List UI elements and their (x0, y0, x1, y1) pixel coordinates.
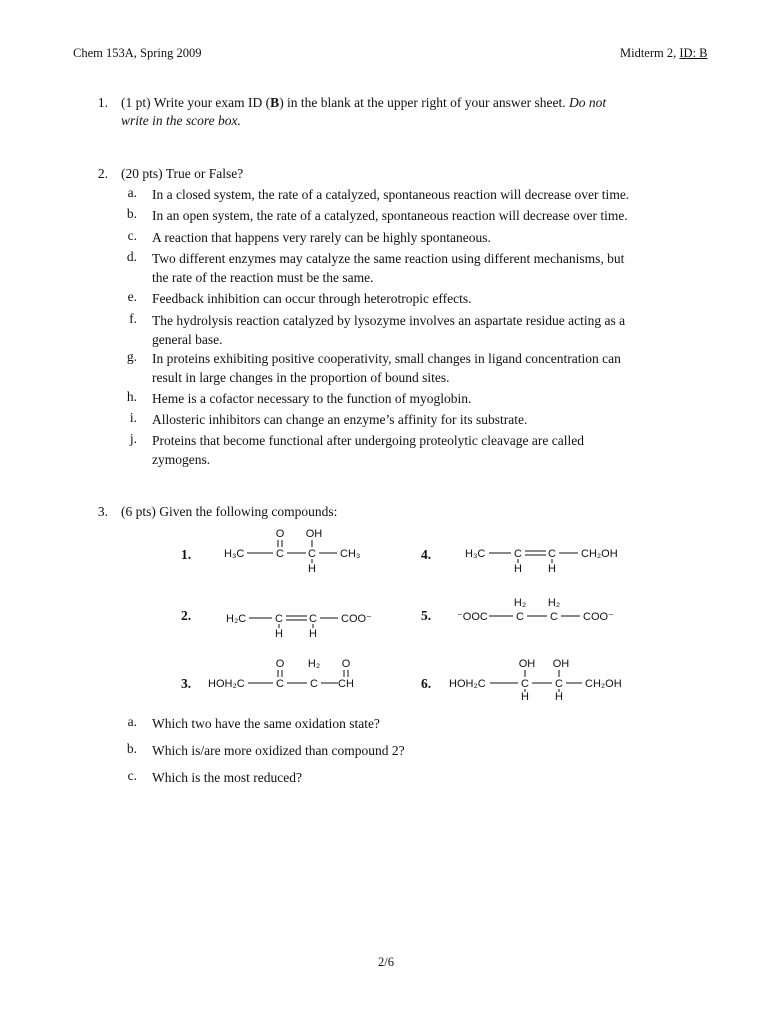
compound-2-structure (222, 598, 382, 644)
svg-text:HOH₂C: HOH₂C (449, 678, 486, 690)
question-number: 1. (97, 95, 108, 110)
question-1-text-line2 (121, 111, 241, 130)
exam-id: ID: B (679, 46, 708, 60)
exam-prefix: Midterm 2, (620, 46, 680, 60)
svg-text:H: H (275, 628, 283, 640)
svg-text:⁻OOC: ⁻OOC (457, 611, 488, 623)
item-letter: g. (126, 349, 137, 364)
svg-text:C: C (550, 611, 558, 623)
compound-number: 3. (181, 676, 192, 691)
svg-text:C: C (276, 678, 284, 690)
item-text: Feedback inhibition can occur through heterotropic effects. (152, 291, 472, 306)
compound-number: 2. (181, 608, 192, 623)
item-text: Two different enzymes may catalyze the same reaction using different mechanisms, but (152, 251, 625, 266)
svg-text:CH₂OH: CH₂OH (581, 548, 618, 560)
item-letter: e. (127, 289, 137, 304)
svg-text:C: C (555, 678, 563, 690)
svg-text:CH: CH (338, 678, 354, 690)
svg-text:O: O (275, 658, 285, 670)
svg-text:H: H (514, 563, 522, 575)
sub-question-text: Which is the most reduced? (152, 770, 302, 785)
page-number: 2/6 (378, 955, 394, 969)
svg-text:H₂: H₂ (513, 597, 527, 609)
svg-text:O: O (341, 658, 351, 670)
q1-points: (1 pt) Write your exam ID ( (121, 95, 271, 110)
compound-5-structure (456, 592, 626, 632)
item-letter: h. (126, 389, 137, 404)
svg-text:C: C (521, 678, 529, 690)
compound-number: 1. (181, 547, 192, 562)
svg-text:H: H (308, 563, 316, 575)
item-text: In an open system, the rate of a catalyzed, spontaneous reaction will decrease over time. (152, 208, 628, 223)
item-text: Allosteric inhibitors can change an enzyme’s affinity for its substrate. (152, 412, 528, 427)
sub-question-text: Which is/are more oxidized than compound 2? (152, 743, 405, 758)
item-text: A reaction that happens very rarely can be highly spontaneous. (152, 230, 491, 245)
svg-text:CH₃: CH₃ (340, 548, 361, 560)
course-header: Chem 153A, Spring 2009 (73, 46, 202, 60)
svg-text:H₃C: H₃C (224, 548, 245, 560)
sub-question-letter: c. (127, 768, 137, 783)
item-text: result in large changes in the proportion of bound sites. (152, 370, 450, 385)
item-text: zymogens. (152, 452, 211, 467)
item-text: the rate of the reaction must be the same. (152, 270, 374, 285)
svg-text:C: C (516, 611, 524, 623)
question-number: 3. (97, 504, 108, 519)
svg-text:O: O (275, 528, 285, 540)
svg-text:C: C (310, 678, 318, 690)
item-text: In a closed system, the rate of a catalyzed, spontaneous reaction will decrease over time. (152, 187, 630, 202)
q1-rest: ) in the blank at the upper right of your answer sheet. (279, 95, 566, 110)
item-letter: j. (129, 431, 137, 446)
q1-italic-1: Do not (568, 95, 607, 110)
item-letter: f. (129, 311, 137, 326)
compound-number: 5. (421, 608, 432, 623)
sub-question-letter: a. (127, 714, 137, 729)
svg-text:OH: OH (518, 658, 536, 670)
q1-id: B (270, 95, 280, 110)
item-letter: i. (129, 410, 137, 425)
compound-number: 6. (421, 676, 432, 691)
question-1-text (121, 93, 606, 112)
item-text: general base. (152, 332, 223, 347)
svg-text:HOH₂C: HOH₂C (208, 678, 245, 690)
exam-header (620, 46, 708, 61)
question-2-title: (20 pts) True or False? (121, 166, 244, 181)
svg-text:COO⁻: COO⁻ (341, 613, 372, 625)
svg-text:H: H (309, 628, 317, 640)
question-3-title: (6 pts) Given the following compounds: (121, 504, 338, 519)
svg-text:C: C (308, 548, 316, 560)
svg-text:H₃C: H₃C (465, 548, 486, 560)
compound-1-structure (222, 525, 382, 577)
svg-text:COO⁻: COO⁻ (583, 611, 614, 623)
svg-text:OH: OH (305, 528, 323, 540)
svg-text:H: H (548, 563, 556, 575)
item-text: Heme is a cofactor necessary to the function of myoglobin. (152, 391, 472, 406)
sub-question-letter: b. (126, 741, 137, 756)
svg-text:C: C (276, 548, 284, 560)
svg-text:C: C (275, 613, 283, 625)
item-letter: c. (127, 228, 137, 243)
svg-text:H₂: H₂ (547, 597, 561, 609)
q1-italic-2: write in the score box. (121, 113, 241, 128)
item-letter: b. (126, 206, 137, 221)
compound-4-structure (463, 538, 633, 578)
svg-text:C: C (548, 548, 556, 560)
item-text: The hydrolysis reaction catalyzed by lysozyme involves an aspartate residue acting as a (152, 313, 626, 328)
item-letter: d. (126, 249, 137, 264)
compound-3-structure (207, 652, 377, 698)
item-text: Proteins that become functional after undergoing proteolytic cleavage are called (152, 433, 584, 448)
compound-6-structure (448, 652, 638, 703)
svg-text:CH₂OH: CH₂OH (585, 678, 622, 690)
svg-text:H₂: H₂ (307, 658, 321, 670)
item-text: In proteins exhibiting positive cooperativity, small changes in ligand concentration can (152, 351, 621, 366)
svg-text:H: H (555, 691, 563, 703)
svg-text:C: C (514, 548, 522, 560)
svg-text:H₂C: H₂C (226, 613, 247, 625)
svg-text:C: C (309, 613, 317, 625)
item-letter: a. (127, 185, 137, 200)
question-number: 2. (97, 166, 108, 181)
compound-number: 4. (421, 547, 432, 562)
svg-text:OH: OH (552, 658, 570, 670)
svg-text:H: H (521, 691, 529, 703)
sub-question-text: Which two have the same oxidation state? (152, 716, 380, 731)
